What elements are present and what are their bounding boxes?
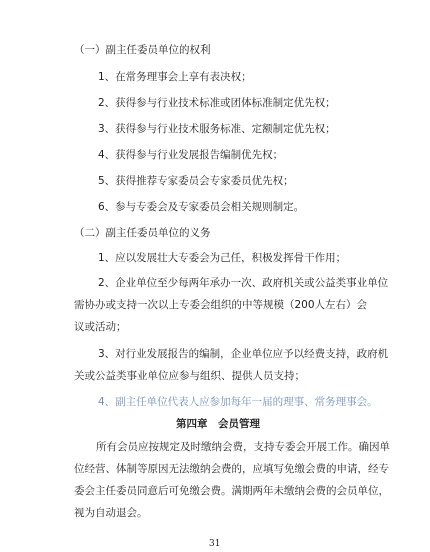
list-item: 4、副主任单位代表人应参加每年一届的理事、常务理事会。: [98, 396, 378, 408]
list-item-continuation: 需协办或支持一次以上专委会组织的中等规模（200人左右）会: [74, 299, 368, 311]
list-item: 4、获得参与行业发展报告编制优先权；: [98, 149, 284, 161]
list-item: 3、对行业发展报告的编制，企业单位应予以经费支持，政府机: [98, 348, 389, 360]
paragraph-line: 视为自动退会。: [74, 507, 148, 519]
paragraph-line: 所有会员应按规定及时缴纳会费，支持专委会开展工作。确因单: [96, 441, 390, 453]
list-item: 1、在常务理事会上享有表决权；: [98, 71, 252, 83]
section2-heading: （二）副主任委员单位的义务: [74, 227, 211, 239]
list-item: 6、参与专委会及专家委员会相关规则制定。: [98, 201, 305, 213]
paragraph-line: 位经营、体制等原因无法缴纳会费的，应填写免缴会费的申请，经专: [74, 463, 389, 475]
list-item-continuation: 议或活动；: [74, 321, 127, 333]
paragraph-line: 委会主任委员同意后可免缴会费。满期两年未缴纳会费的会员单位，: [74, 485, 389, 497]
list-item: 2、获得参与行业技术标准或团体标准制定优先权；: [98, 97, 336, 109]
section1-heading: （一）副主任委员单位的权利: [74, 44, 211, 56]
chapter-title: 第四章 会员管理: [176, 418, 260, 430]
page-number: 31: [209, 539, 221, 549]
list-item: 1、应以发展壮大专委会为己任，积极发挥骨干作用；: [98, 252, 347, 264]
list-item: 3、获得参与行业技术服务标准、定额制定优先权；: [98, 123, 336, 135]
list-item: 5、获得推荐专家委员会专家委员优先权；: [98, 175, 294, 187]
list-item: 2、企业单位至少每两年承办一次、政府机关或公益类事业单位: [98, 277, 389, 289]
list-item-continuation: 关或公益类事业单位应参与组织、提供人员支持；: [74, 370, 305, 382]
